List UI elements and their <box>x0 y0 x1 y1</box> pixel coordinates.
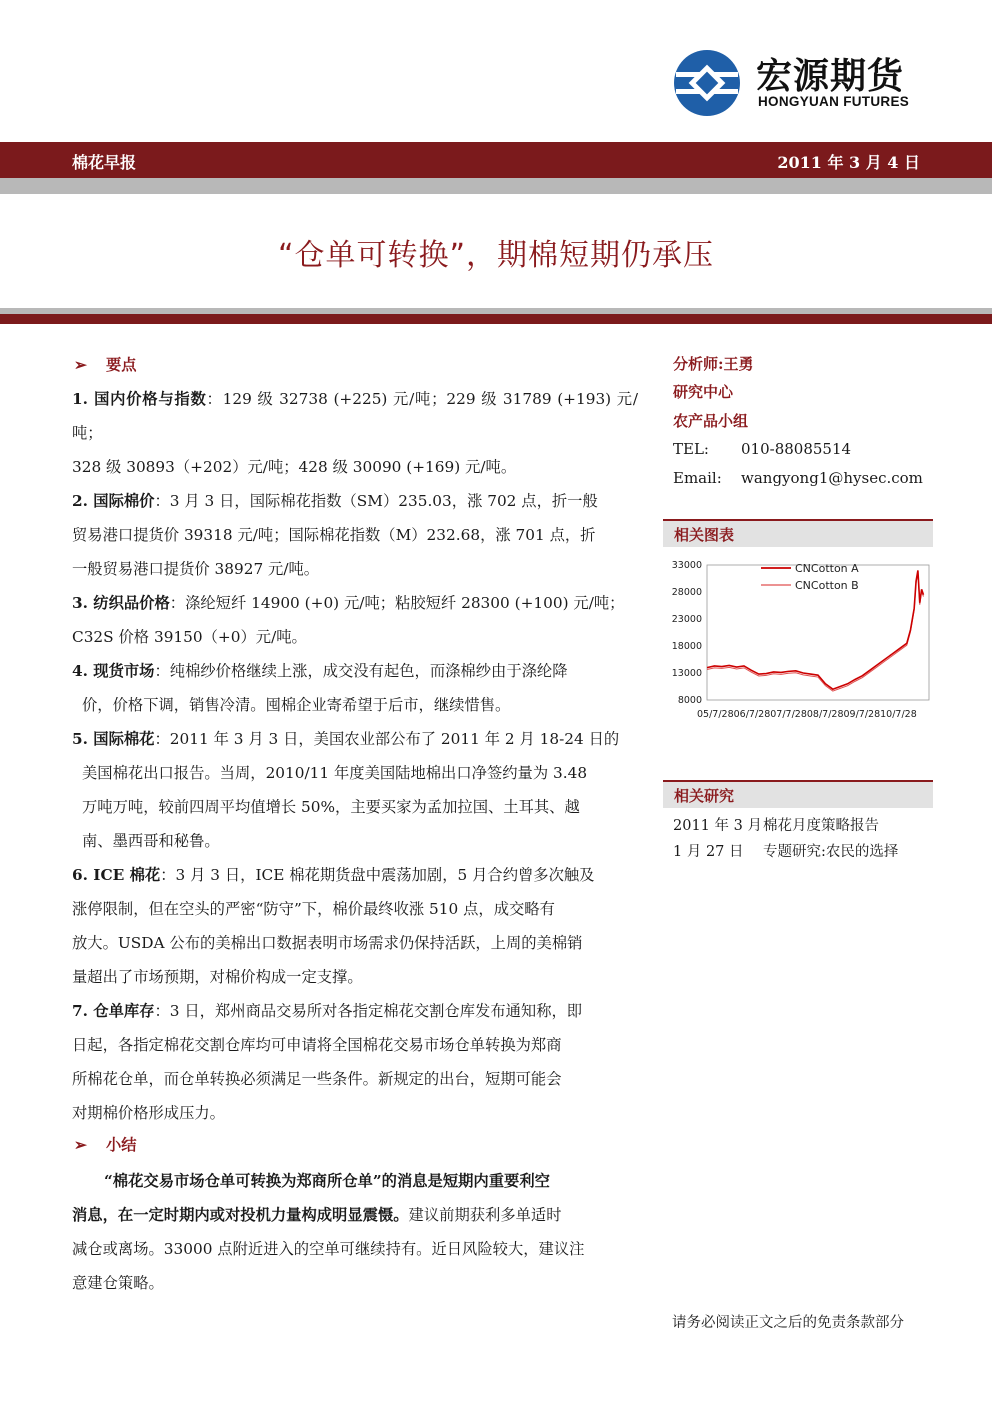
key-points-heading: ➢ 要点 <box>72 350 638 380</box>
research-item-2[interactable]: 1 月 27 日 专题研究:农民的选择 <box>673 844 899 860</box>
document-title: “仓单可转换”，期棉短期仍承压 <box>277 238 715 273</box>
research-item-1[interactable]: 2011 年 3 月棉花月度策略报告 <box>673 818 879 834</box>
point-6: 6. ICE 棉花：3 月 3 日，ICE 棉花期货盘中震荡加剧，5 月合约曾多次触及 涨停限制，但在空头的严密“防守”下，棉价最终收涨 510 点，成交略有 放大。USDA 公布的美棉出口数据表明市场需求仍保持活跃，上周的美棉销 量超出了市场预期，对棉价构成一定支撑。 <box>72 866 595 986</box>
disclaimer-footer: 请务必阅读正文之后的免责条款部分 <box>672 1315 904 1331</box>
email-row: Email: wangyong1@hysec.com <box>673 469 923 487</box>
main-content <box>72 350 638 1300</box>
logo-text-en: HONGYUAN FUTURES <box>758 94 910 109</box>
point-4: 4. 现货市场：纯棉纱价格继续上涨，成交没有起色，而涤棉纱由于涤纶降 价，价格下调，销售冷清。囤棉企业寄希望于后市，继续惜售。 <box>72 662 568 714</box>
email-link[interactable]: wangyong1@hysec.com <box>741 469 923 487</box>
cotton-price-chart <box>663 553 935 725</box>
title-divider-red <box>0 314 992 324</box>
dept-agri-group: 农产品小组 <box>673 412 749 430</box>
x-tick-labels: 05/7/2806/7/2807/7/2808/7/2809/7/2810/7/28 <box>697 709 917 720</box>
related-research-header: 相关研究 <box>663 780 933 808</box>
y-tick-label: 23000 <box>671 614 702 625</box>
header-bar <box>0 142 992 178</box>
report-type: 棉花早报 <box>72 153 137 172</box>
point-2: 2. 国际棉价：3 月 3 日，国际棉花指数（SM）235.03，涨 702 点，折一般 贸易港口提货价 39318 元/吨；国际棉花指数（M）232.68，涨 701 点，折 一般贸易港口提货价 38927 元/吨。 <box>72 492 598 578</box>
hongyuan-logo-icon <box>672 48 742 118</box>
y-tick-label: 33000 <box>671 560 702 571</box>
legend-label: CNCotton A <box>795 562 859 575</box>
point-5: 5. 国际棉花：2011 年 3 月 3 日，美国农业部公布了 2011 年 2 月 18-24 日的 美国棉花出口报告。当周，2010/11 年度美国陆地棉出口净签约量为 3.48 万吨万吨，较前四周平均值增长 50%，主要买家为孟加拉国、土耳其、越 南、墨西哥和秘鲁。 <box>72 730 620 850</box>
tel-row: TEL: 010-88085514 <box>673 440 852 458</box>
logo-text-cn: 宏源期货 <box>756 56 905 97</box>
header-divider <box>0 178 992 194</box>
arrow-bullet-icon: ➢ <box>74 1136 87 1154</box>
chart-svg <box>663 553 935 725</box>
company-logo <box>672 46 922 118</box>
point-7: 7. 仓单库存：3 日，郑州商品交易所对各指定棉花交割仓库发布通知称，即 日起，各指定棉花交割仓库均可申请将全国棉花交易市场仓单转换为郑商 所棉花仓单，而仓单转换必须满足一些条件。新规定的出台，短期可能会 对期棉价格形成压力。 <box>72 1002 583 1122</box>
point-3: 3. 纺织品价格：涤纶短纤 14900 (+0) 元/吨；粘胶短纤 28300 (+100) 元/吨； C32S 价格 39150（+0）元/吨。 <box>72 594 625 646</box>
summary-heading: ➢ 小结 <box>72 1130 638 1160</box>
y-tick-label: 8000 <box>677 695 702 706</box>
y-tick-label: 13000 <box>671 668 702 679</box>
y-tick-label: 18000 <box>671 641 702 652</box>
legend-label: CNCotton B <box>795 579 859 592</box>
point-1: 1. 国内价格与指数：129 级 32738 (+225) 元/吨；229 级 31789 (+193) 元/吨； 328 级 30893（+202）元/吨；428 级 30090 (+169) 元/吨。 <box>72 390 639 476</box>
report-date: 2011 年 3 月 4 日 <box>777 153 920 172</box>
y-tick-label: 28000 <box>671 587 702 598</box>
related-charts-header: 相关图表 <box>663 519 933 547</box>
arrow-bullet-icon: ➢ <box>74 356 87 374</box>
summary-paragraph: “棉花交易市场仓单可转换为郑商所仓单”的消息是短期内重要利空 消息，在一定时期内或对投机力量构成明显震慑。建议前期获利多单适时 减仓或离场。33000 点附近进入的空单可继续持有。近日风险较大，建议注 意建仓策略。 <box>72 1172 585 1292</box>
dept-research-center: 研究中心 <box>673 383 734 401</box>
analyst-name: 分析师:王勇 <box>673 355 754 373</box>
